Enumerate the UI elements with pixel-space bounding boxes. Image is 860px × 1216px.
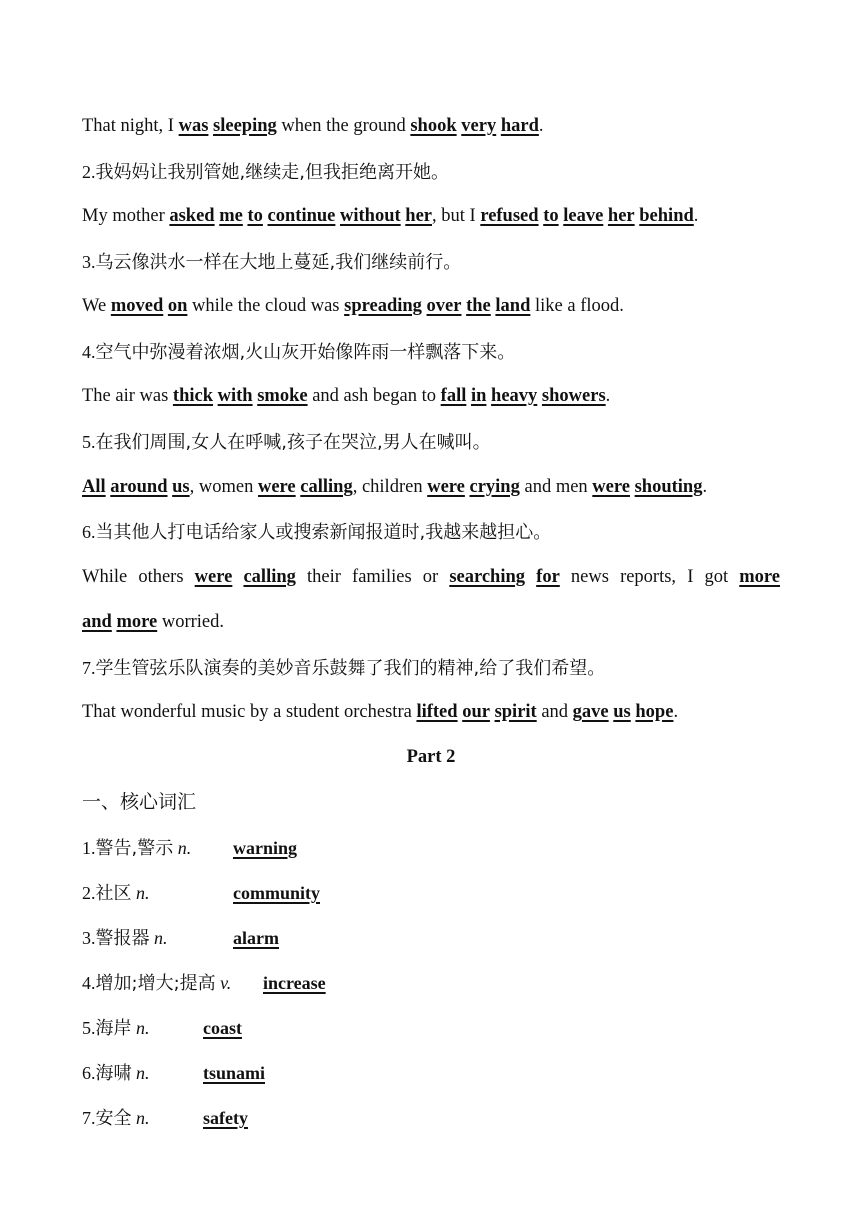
answer-word: asked	[169, 206, 215, 226]
sentence-text: worried.	[157, 612, 224, 632]
answer-word: refused	[480, 206, 539, 226]
vocab-answer: community	[233, 883, 320, 903]
answer-word: continue	[267, 206, 336, 226]
sentence-text: others	[138, 567, 184, 587]
sentence-text: .	[693, 206, 699, 226]
chinese-meaning: 警告,警示	[95, 838, 174, 859]
item-number: 1.	[82, 838, 96, 858]
sentence-text: , women	[189, 477, 258, 497]
sentence-text: news	[570, 567, 609, 587]
part-of-speech: n.	[131, 1108, 150, 1128]
vocab-item	[82, 926, 482, 951]
chinese-sentence: 我妈妈让我别管她,继续走,但我拒绝离开她。	[95, 162, 449, 183]
english-sentence	[82, 294, 780, 318]
item-number: 2.	[82, 883, 96, 903]
chinese-prompt	[82, 656, 780, 681]
item-number: 7.	[82, 658, 96, 678]
answer-word: moved	[110, 296, 164, 316]
answer-word: crying	[469, 477, 520, 497]
answer-word: were	[257, 477, 296, 497]
item-number: 3.	[82, 928, 96, 948]
answer-word: over	[426, 296, 462, 316]
english-sentence	[82, 475, 780, 499]
answer-word: spirit	[494, 702, 537, 722]
chinese-meaning: 海岸	[95, 1018, 132, 1039]
vocab-answer: warning	[233, 838, 298, 858]
chinese-sentence: 空气中弥漫着浓烟,火山灰开始像阵雨一样飘落下来。	[95, 342, 516, 363]
answer-word: for	[536, 567, 560, 587]
part-of-speech: n.	[173, 838, 192, 858]
answer-word: to	[247, 206, 263, 226]
sentence-text: when the ground	[276, 116, 411, 136]
answer-word: smoke	[257, 386, 308, 406]
answer-word: more	[739, 567, 780, 587]
vocab-item	[82, 1016, 482, 1041]
chinese-prompt	[82, 340, 780, 365]
item-number: 7.	[82, 1108, 96, 1128]
item-number: 4.	[82, 342, 96, 362]
sentence-text: and	[536, 702, 573, 722]
vocab-answer: increase	[263, 973, 326, 993]
part-of-speech: v.	[215, 973, 232, 993]
answer-word: lifted	[416, 702, 458, 722]
chinese-meaning: 增加;增大;提高	[95, 973, 216, 994]
chinese-sentence: 学生管弦乐队演奏的美妙音乐鼓舞了我们的精神,给了我们希望。	[95, 658, 606, 679]
answer-word: more	[116, 612, 158, 632]
answer-word: fall	[440, 386, 467, 406]
answer-word: and	[82, 612, 112, 632]
sentence-text: .	[673, 702, 679, 722]
sentence-text: families	[352, 567, 412, 587]
chinese-meaning: 警报器	[95, 928, 150, 949]
sentence-text: While	[82, 567, 128, 587]
english-sentence	[82, 114, 780, 138]
chinese-prompt	[82, 160, 780, 185]
answer-word: All	[82, 477, 106, 497]
item-number: 6.	[82, 522, 96, 542]
item-number: 3.	[82, 252, 96, 272]
vocab-item	[82, 836, 482, 861]
answer-word: land	[495, 296, 531, 316]
sentence-text: .	[605, 386, 611, 406]
answer-word: very	[461, 116, 497, 136]
sentence-text: or	[422, 567, 439, 587]
english-sentence	[82, 565, 780, 589]
sentence-text: We	[82, 296, 111, 316]
sentence-text: , children	[352, 477, 428, 497]
sentence-text: .	[538, 116, 544, 136]
item-number: 6.	[82, 1063, 96, 1083]
sentence-text: That night, I	[82, 116, 179, 136]
vocab-item	[82, 971, 482, 996]
chinese-meaning: 安全	[95, 1108, 132, 1129]
chinese-sentence: 当其他人打电话给家人或搜索新闻报道时,我越来越担心。	[95, 522, 552, 543]
part-of-speech: n.	[131, 1063, 150, 1083]
chinese-prompt	[82, 250, 780, 275]
sentence-text: got	[704, 567, 729, 587]
chinese-prompt	[82, 520, 780, 545]
answer-word: spreading	[344, 296, 422, 316]
answer-word: showers	[541, 386, 606, 406]
chinese-sentence: 在我们周围,女人在呼喊,孩子在哭泣,男人在喊叫。	[95, 432, 491, 453]
answer-word: heavy	[491, 386, 538, 406]
vocab-answer: coast	[203, 1018, 242, 1038]
answer-word: hope	[635, 702, 674, 722]
part-of-speech: n.	[149, 928, 168, 948]
vocab-answer: tsunami	[203, 1063, 266, 1083]
answer-word: gave	[572, 702, 609, 722]
chinese-meaning: 社区	[95, 883, 132, 904]
answer-word: thick	[172, 386, 214, 406]
answer-word: leave	[563, 206, 604, 226]
item-number: 2.	[82, 162, 96, 182]
sentence-text: The air was	[82, 386, 173, 406]
answer-word: sleeping	[213, 116, 277, 136]
answer-word: our	[462, 702, 490, 722]
answer-word: us	[613, 702, 631, 722]
item-number: 5.	[82, 1018, 96, 1038]
answer-word: calling	[243, 567, 296, 587]
answer-word: on	[167, 296, 188, 316]
answer-word: around	[110, 477, 168, 497]
sentence-text: and men	[519, 477, 593, 497]
answer-word: searching	[449, 567, 526, 587]
answer-word: shouting	[634, 477, 703, 497]
answer-word: us	[172, 477, 190, 497]
english-sentence	[82, 204, 780, 228]
answer-word: with	[217, 386, 253, 406]
section-heading: 一、核心词汇	[82, 791, 197, 813]
answer-word: were	[427, 477, 465, 497]
answer-word: was	[178, 116, 209, 136]
vocab-answer: alarm	[233, 928, 279, 948]
sentence-text: My mother	[82, 206, 170, 226]
sentence-text: That wonderful music by a student orchestra	[82, 702, 417, 722]
answer-word: hard	[500, 116, 539, 136]
vocab-item	[82, 881, 482, 906]
sentence-text: while the cloud was	[187, 296, 345, 316]
vocab-item	[82, 1061, 482, 1086]
answer-word: without	[340, 206, 401, 226]
part-title: Part 2	[406, 747, 456, 767]
part-of-speech: n.	[131, 883, 150, 903]
sentence-text: .	[702, 477, 708, 497]
answer-word: in	[470, 386, 487, 406]
item-number: 5.	[82, 432, 96, 452]
sentence-text: and ash began to	[307, 386, 441, 406]
english-sentence	[82, 610, 780, 634]
vocab-answer: safety	[203, 1108, 248, 1128]
sentence-text: like a flood.	[530, 296, 624, 316]
sentence-text: I	[687, 567, 694, 587]
sentence-text: reports,	[620, 567, 677, 587]
item-number: 4.	[82, 973, 96, 993]
answer-word: me	[219, 206, 243, 226]
answer-word: her	[607, 206, 635, 226]
chinese-prompt	[82, 430, 780, 455]
answer-word: to	[543, 206, 559, 226]
answer-word: behind	[639, 206, 694, 226]
answer-word: were	[592, 477, 630, 497]
answer-word: calling	[300, 477, 353, 497]
chinese-meaning: 海啸	[95, 1063, 132, 1084]
english-sentence	[82, 384, 780, 408]
answer-word: her	[405, 206, 432, 226]
sentence-text: , but I	[432, 206, 481, 226]
english-sentence	[82, 700, 780, 724]
chinese-sentence: 乌云像洪水一样在大地上蔓延,我们继续前行。	[95, 252, 462, 273]
sentence-text: their	[307, 567, 341, 587]
answer-word: were	[194, 567, 233, 587]
answer-word: shook	[410, 116, 457, 136]
part-of-speech: n.	[131, 1018, 150, 1038]
vocab-item	[82, 1106, 482, 1131]
answer-word: the	[466, 296, 491, 316]
